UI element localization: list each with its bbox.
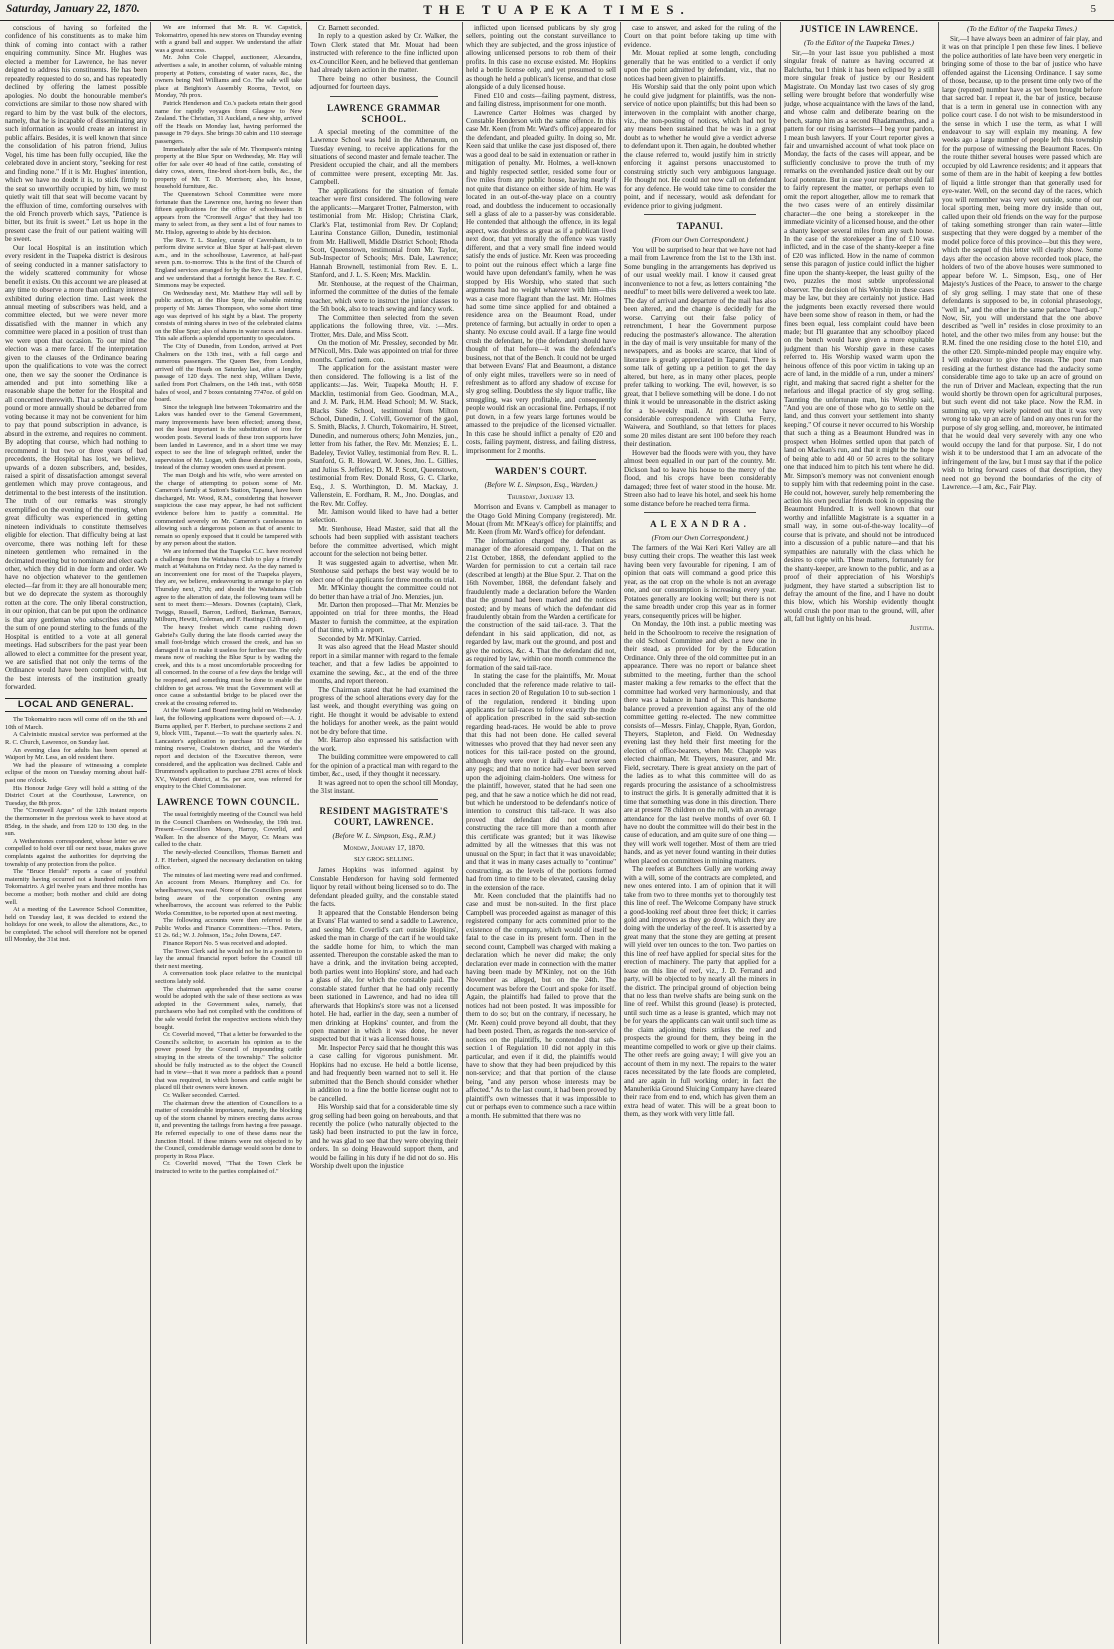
paragraph: His Honour Judge Grey will hold a sitting of the District Court at the Courthouse, Lawrence, on Tuesday, the 8th prox. <box>5 784 147 807</box>
paragraph: The "Bruce Herald" reports a case of youthful maternity having occurred not a hundred miles from Tokomairiro. A girl twelve years and three months has become a mother; both mother and child are doing well. <box>5 868 147 906</box>
paragraph: Sir,—In your last issue you published a most singular freak of nature as having occurred at Balclutha, but I think it has been eclipsed by a still more singular freak of justice by our Resident Magistrate. On Monday last two cases of sly grog selling were brought before that wonderfully wise judge, whose acquaintance with the laws of the land, and whose calm and deliberate bearing on the bench, stamp him as a second Rhadamanthus, and a pattern for our rising barristers—I beg your pardon, I mean bush lawyers. If your Court reporter gives a fair and unvarnished account of what took place on Monday, the facts of the cases will appear, and be sufficiently conclusive to prove the truth of my remarks on the evenhanded justice dealt out by our local potentate. But in case your reporter should fail to fairly represent the matter, or perhaps even to omit the report altogether, allow me to remark that the two cases were of an entirely dissimilar character—the one being a storekeeper in the immediate vicinity of a licensed house, and the other a shanty keeper several miles from any such house. In the case of the storekeeper a fine of £10 was inflicted, and in the case of the shanty-keeper a fine of £20 was inflicted. How in the name of common sense this paragon of justice could inflict the higher fine upon the shanty-keeper, the least guilty of the two, puzzles the most subtle unprofessional observer. The decision of his Worship in these cases may be law, but they are certainly not justice. Had the judgments been exactly reversed there would have been some show of reason in them, or had the fines been equal, less complaint could have been made; but I'll guarantee that any schoolboy placed on the bench would have given a more equitable judgment than his Worship gave in these cases referred to. His Worship waxed warm upon the heinous offence of this poor victim in taking up an acre of land, in the middle of a run, under a miners' right, and making that sacred right a shelter for the nefarious and illegal practice of sly grog selling. Taunting the unfortunate man, his Worship said, "And you are one of those who go to settle on the land, and thus convert your settlement into shanty keeping." Of course it never occurred to his Worship that such a thing as a Beaumont Hundred was in prospect when Holmes settled upon that patch of land on Maclean's run, and that it might be the hope of being able to add 40 or 50 acres to the solitary one that induced him to pitch his tent where he did. Mr. Simpson's memory was not convenient enough to supply him with that redeeming point in the case. He could not, however, surely help remembering the action his own peculiar friends took in opposing the Beaumont Hundred. It is well known that our worthy and infallible Magistrate is a squatter in a small way, in some out-of-the-way locality—of course that is private, and should not be introduced into a discussion of a public nature—and that his sympathies are naturally with the class which he desires to cope with. These matters, fortunately for the shanty-keeper, are known to the public, and as a proof of their appreciation of his Worship's judgment, they have started a subscription list to defray the amount of the fine, and I have no doubt this blow, which his Worship evidently thought would crush the poor man to the ground, will, after all, fall but lightly on his head. <box>784 49 934 624</box>
column-6 <box>784 24 934 1644</box>
letter-1-addressee: (To the Editor of the Tuapeka Times.) <box>804 38 914 47</box>
divider <box>644 214 756 215</box>
paragraph: We are informed that the Tuapeka C.C. have received a challenge from the Waitahuna Club to play a friendly match at Waitahuna on Friday next. As the day named is an inconvenient one for most of the Tuapeka players, they are, we believe, endeavouring to arrange to play on Thursday next, 27th; and should the Waitahuna Club agree to the alteration of date, the following team will be sent to meet them:—Messrs. Downes (captain), Clark, Twiggs, Russell, Barron, Ledford, Barkman, Barraux, Milburn, Hewitt, Coleman, and F. Hastings (12th man). <box>155 547 302 624</box>
paragraph: Mr. Stenhouse, at the request of the Chairman, informed the committee of the duties of the female teacher, which were to instruct the junior classes to the 5th book, also to teach sewing and fancy work. <box>310 279 458 314</box>
wardens-court-report <box>466 503 616 1120</box>
paragraph: Mr. John Cole Chappel, auctioneer, Alexandra, advertises a sale, in another column, of valuable mining property at Potters, consisting of water races, &c., the owners being Neil Williams and Co. The sale will take place at Beighton's Assembly Rooms, Teviot, on Monday, 7th prox. <box>155 54 302 100</box>
paragraph: On Monday, the 10th inst. a public meeting was held in the Schoolroom to receive the resignation of the old School Committee and elect a new one in their stead, as provided for by the Education Ordinance. Only three of the old committee put in an appearance. There was no report or balance sheet submitted to the meeting, further than the school master making a few remarks to the effect that the committee had worked very harmoniously, and that there was a balance in hand of 3s. This handsome balance proved a prevention against any of the old committee getting re-elected. The new committee consists of—Messrs. Finlay, Chapple, Ryan, Gordon, Theyers, Stapleton, and Field. On Wednesday evening last they held their first meeting for the election of office-bearers, when Mr. Chapple was elected chairman, Mr. Theyers, treasurer, and Mr. Field, secretary. There is great anxiety on the part of the ladies as to what this committee will do as regards procuring the assistance of a schoolmistress to instruct the girls. It is generally admitted that it is time that something was done in this direction. There are at present 78 children on the roll, with an average attendance for the last twelve months of over 60. I have no doubt the committee will do their best in the cause of education, and am quite sure of one thing —they will work well together. Most of them are tried hands, and as yet never found wanting in their duties when placed on committees in mining matters. <box>624 620 776 865</box>
paragraph: inflicted upon licensed publicans by sly grog sellers, pointing out the constant surveillance to which they are subjected, and the gross injustice of allowing unlicensed persons to rob them of their profits. In this case no excuse existed. Mr. Hopkins held a bottle license only, and yet presumed to sell as though he held a publican's license, and that close alongside of a duly licensed house. <box>466 24 616 92</box>
paragraph: His Worship said that the only point upon which he could give judgment for plaintiffs, was the non-service of notice upon plaintiffs; but this had been so interwoven in the complaint with another charge, viz., the non-posting of notices, which had not by any means been sustained that he was in a great doubt as to whether he would give a verdict adverse to defendant upon it. Then again, he doubted whether the clause referred to, would justify him in strictly enforcing it against persons unaccustomed to construing strictly such very ambiguous language. He thought not. He could not now call on defendant for any defence. He would take time to consider the point, and if necessary, would ask defendant for evidence prior to giving judgment. <box>624 83 776 210</box>
paragraph: There being no other business, the Council adjourned for fourteen days. <box>310 74 458 92</box>
paragraph: At the Waste Land Board meeting held on Wednesday last, the following applications were disposed of:—A. J. Burns applied, per F. Herbert, to purchase sections 2 and 9, block VIII., Tapanui.—To wait the quarterly sales. N. Lancaster's application to purchase 10 acres of the mining reserve, Coalstown district, and the Warden's report and decision of the Executive thereon, were considered, and the application was declined. Cable and Drummond's application to purchase 2781 acres of block XV., Waipori district, at 5s. per acre, was referred for enquiry to the Chief Commissioner. <box>155 707 302 791</box>
paragraph: Sir,—I have always been an admirer of fair play, and it was on that principle I pen these few lines. I believe the police authorities of late have been very energetic in bringing some of those to the bar of justice who have offended against the Licensing Ordinance. I say some of those, because, up to the present time only two of the large (reputed) number have as yet been brought before that sacred bar. I repeat it, the bar of justice, because that is a term in general use in connection with any police court case. I do not wish to be misunderstood in the sense in which I use the term, as what I will endeavour to say will explain my meaning. A few weeks ago a large number of people left this township for the purpose of witnessing the Beaumont Races. On the route thither several houses were passed which are occupied by old Lawrence residents; and it appears that some of them are in the habit of keeping a few bottles of liquid a little stronger than that generally used for eye-water. Well, on the second day of the races, which you will remember was very wet outside, some of our local sporting men, being more dry inside than out, called upon their old friends on the way for the purpose of taking something stronger than rain water—little suspecting that they were dogged by a member of the model police force of this province—but this they were, which the sequel of this letter will clearly show. Some days after the occasion above recorded took place, the holders of two of the above houses were summoned to appear before W. L. Simpson, Esq., one of Her Majesty's Justices of the Peace, to answer to the charge of sly grog selling. I may state that one of these defendants is supposed to be, in colonial phraseology, "well in," and the other in the same parlance "hard-up." Now, Sir, you will understand that the one above described as "well in" resides in close proximity to an hotel, and the other two miles from any house: but the R.M. fined the one residing close to the hotel £10, and the other £20. Simple-minded people may enquire why. I will endeavour to give the reason. The poor man residing at the furthest distance had the audacity some considerable time ago to take up an acre of ground on the run of Driver and Maclean, expecting that the run would shortly be thrown open for agricultural purposes, but such event did not take place. Now the R.M. in summing up, very wisely pointed out that it was very wrong to take up an acre of land on any ones run for the purpose of sly grog selling, and, moreover, he intimated that he would deal very severely with any one who would occupy the land for that purpose. Sir, I do not wish it to be understood that I am an advocate of the infringement of the law, but I must say that if the police wish to bring forward cases of that description, they need not go beyond the boundaries of the city of Lawrence.—I am, &c., Fair Play. <box>942 35 1102 492</box>
paragraph: The Committee then selected from the seven applications the following three, viz. :—Mrs. Trotter, Mrs. Dale, and Miss Scott. <box>310 313 458 339</box>
wardens-court-heading: WARDEN'S COURT. <box>494 466 588 477</box>
paragraph: James Hopkins was informed against by Constable Henderson for having sold fermented liquor by retail without being licensed so to do. The defendant pleaded guilty, and the constable stated the facts. <box>310 866 458 909</box>
paragraph: Cr. Coverlid moved, "That the Town Clerk be instructed to write to the parties complained of." <box>155 1160 302 1175</box>
paragraph: Cr. Walker seconded. Carried. <box>163 1091 240 1099</box>
paragraph: The heavy freshet which came rushing down Gabriel's Gully during the late floods carried away the small foot-bridge which crossed the creek, and has so damaged it as to make it useless for further use. The only means now of reaching the Blue Spur is by wading the creek, and this is a most uncomfortable proceeding for all concerned. In the course of a few days the bridge will be reopened, and something must be done to enable the children to get across. We trust the Government will at once cause a substantial bridge to be placed over the creek at the crossing referred to. <box>155 623 302 707</box>
paragraph: Lawrence Carter Holmes was charged by Constable Henderson with the same offence. In this case Mr. Keen (from Mr. Ward's office) appeared for the defendant, and pleaded guilty. In doing so, Mr. Keen said that unlike the case just disposed of, there was a good deal to be said in extenuation or rather in mitigation of penalty. Mr. Holmes, a well-known and highly respected settler, resided some four or five miles from any public house, having nearly if not quite that distance on either side of him. He was located in an out-of-the-way place on a country road, and doubtless the inducement to occasionally sell a glass of ale to a passer-by was considerable. He contended that although the offence, in its legal aspect, was doubtless as great as if a publican lived next door, that yet morally the offence was vastly different, and that a very small fine indeed would satisfy the ends of justice. Mr. Keen was proceeding to point out the ruinous effect which a large fine would have upon defendant's family, when he was stopped by His Worship, who stated that such arguments had no weight whatever with him—this was a case more flagrant than the last. Mr. Holmes had some time since applied for and obtained a residence area on the Beaumont Road, under pretence of farming, but actually in order to open a shanty. No excuse could avail. If a large fine would crush the defendant, he (the defendant) should have thought of that before—it was the defendant's business, not that of the Bench. It could not be urged that between Evans' Flat and Beaumont, a distance of only eight miles, travellers were so in need of refreshment as to afford any shadow of excuse for sly grog selling. Doubtless the sly liquor traffic, like smuggling, was very profitable, and consequently people would risk an occasional fine. Perhaps, if not put down, in a few years large fortunes would be amassed to the prejudice of the licensed victualler. In this case he should inflict a penalty of £20 and costs, failing payment, distress, and failing distress, imprisonment for 2 months. <box>466 108 616 455</box>
paragraph: The Town Clerk said he would not be in a position to lay the annual financial report before the Council till their next meeting. <box>155 947 302 970</box>
masthead <box>0 0 1114 21</box>
paragraph: It appeared that the Constable Henderson being at Evans' Flat wanted to send a saddle to Lawrence, and seeing Mr. Coverlid's cart outside Hopkins', asked the man in charge of the cart if he would take the saddle home for him, to which the man assented. Thereupon the constable asked the man to have a drink, and the invitation being accepted, both parties went into Hopkins' store, and had each a glass of ale, for which the constable paid. The constable stated further that he had only recently been stationed in Lawrence, and had no idea till afterwards that Hopkins's store was not a licensed hotel. He had, earlier in the day, seen a number of men drinking at Hopkins' counter, and from the open manner in which it was done, he never suspected but that it was a licensed house. <box>310 908 458 1044</box>
paragraph: The minutes of last meeting were read and confirmed. An account from Messrs. Humphrey and Co. for wheelbarrows, was read. None of the Councillors present being aware of the corporation owning any wheelbarrows, the account was referred to the Public Works Committee, to be reported upon at next meeting. <box>155 871 302 917</box>
paragraph: It was agreed not to open the school till Monday, the 31st instant. <box>310 778 458 795</box>
paragraph: The Chairman stated that he had examined the progress of the school alterations every day for the last week, and thought everything was going on right. He thought it would be advisable to extend the holidays for another week, as the paint would not be dry before that time. <box>310 685 458 736</box>
paragraph: Mr. Mouat replied at some length, concluding generally that he was entitled to a verdict if only upon the point admitted by defendant, viz., that no notices had been given to plaintiffs. <box>624 49 776 83</box>
paragraph: Cr. Coverlid moved, "That a letter be forwarded to the Council's solicitor, to ascertain his opinion as to the power posed by the Council of impounding cattle straying in the streets of the township." The solicitor should be fully instructed as to the object the Council had in view—that it was more a paddock than a pound that was required, in which horses and cattle might be placed till their owners were known. <box>155 1031 302 1092</box>
paragraph: Cr. Barnett seconded. <box>318 24 380 32</box>
issue-date: Saturday, January 22, 1870. <box>6 3 140 15</box>
column-rule <box>938 22 939 1644</box>
paragraph: Mr. Keen concluded that the plaintiffs had no case and must be non-suited. In the first place Campbell was proceeded against as manager of this registered company for acts committed prior to the existence of the company, which would of itself be fatal to the case in its present form. Then in the second count, Campbell was charged with making a declaration which he never did make; the only declaration ever made in connection with the matter having been made by M'Kinley, not on the 16th November as alleged, but on the 24th. The document was before the Court and spoke for itself. Again, the plaintiffs had failed to prove that the notices had not been posted. It was impossible for them to do so; but on the contrary, if necessary, he (Mr. Keen) could prove beyond all doubt, that they had been posted. Then, as regards the non-service of notices on the plaintiffs, he contended that sub-section 1 of Regulation 10 did not apply in this particular, and even if it did, the plaintiffs would have to show that they had been prejudiced by this non-service; and that that portion of the clause being, "and any person whose interests may be affected." As to the last count, it had been proved by plaintiff's own witnesses that it was impossible to cut or perhaps even to commence such a race within a month. He submitted that there was no <box>466 891 616 1120</box>
paragraph: Our local Hospital is an institution which every resident in the Tuapeka district is desirous of seeing conducted in a manner satisfactory to the widely scattered community for whose benefit it exists. On this account we are pleased at any time to observe a more than ordinary interest exhibited during election time. Last week the annual meeting of subscribers was held, and a committee elected, but we were never more dissatisfied with the manner in which any committee were placed in a position of trust than we were upon that occasion. To our mind the election was a mere farce. If the interpretation given to the clauses of the Ordinance bearing upon the qualifications to vote was the correct one, then we say the sooner the Ordinance is amended and put into something like a reasonable shape the better for the Hospital and all concerned therewith. That a subscriber of one pound or more annually should be debarred from voting because it may not be convenient for him to pay that pound subscription in advance, is absurd in the extreme, and requires no comment. By adopting that course, which had nothing to recommend it but two or three years of bad precedents, the Hospital has lost, we believe, upwards of a dozen subscribers, and, besides, raised a spirit of dissatisfaction amongst several gentlemen which may prove contageous, and detrimental to the best interests of the institution. The truth of our remarks was strongly exemplified on the evening of the meeting, when great difficulty was experienced in getting nineteen individuals to constitute themselves eligible for election. That difficulty being at last overcome, there was nothing left for these nineteen gentlemen who remained in the decimated meeting but to nominate and elect each other, which they did in due form and order. We have no objection whatever to the gentlemen elected—far from it: they are all honourable men; but we do deprecate the system as thoroughly rotten at the core. The only liberal construction, in our opinion, that can be put upon the ordinance is that any gentleman who subscribes annually the sum of one pound sterling to the funds of the Hospital is entitled to a vote at all general meetings. Had subscribers for the past year been allowed to elect a committee for the present year, we are satisfied that not only the terms of the Ordinance would have been complied with, but the best interests of the institution greatly forwarded. <box>5 243 147 692</box>
paragraph: The Rev. T. L. Stanley, curate of Caversham, is to perform divine service at Blue Spur at half-past eleven a.m., and in the schoolhouse, Lawrence, at half-past seven p.m. to-morrow. This is the first of the Church of England services arranged for by the Rev. E. L. Stanford, and we understand that a fortnight hence the Rev. F. C. Simmons may be expected. <box>155 236 302 290</box>
divider <box>330 96 438 97</box>
paragraph: You will be surprised to hear that we have not had a mail from Lawrence from the 1st to the 13th inst. Some bungling in the arrangements has deprived us of our usual weekly mail. I know it caused great inconvenience to not a few, as letters containing "the needful" to meet bills were delivered a week too late. The day of arrival and departure of the mail has also been altered, and the change is decidedly for the worse. Carrying out their false policy of retrenchment, I hear the Government purpose reducing the postmaster's allowance. The alteration in the day of mail is very unsuitable for many of the newspapers, and as books are scarce, that kind of literature is greatly appreciated in Tapanui. There is some talk of getting up a petition to get the day altered, but here, as in many other places, people prefer talking to working. The evil, however, is so great, that I believe something will be done. I do not think it would be unreasonable in the district asking for a bi-weekly mail. At present we have considerable correspondence with Clutha Ferry, Waiwera, and Southland, so that letters for places some 20 miles distant are sent 100 before they reach their destination. <box>624 245 776 449</box>
paragraph: A special meeting of the committee of the Lawrence School was held in the Athenæum, on Tuesday evening, to receive applications for the situations of second master and female teacher. The President occupied the chair, and all the members of committee were present, excepting Mr. Jas. Campbell. <box>310 127 458 187</box>
column-1 <box>5 24 147 1644</box>
paragraph: conscious of having so forfeited the confidence of his constituents as to make him think of coming into contact with a rather enquiring community. Since Mr. Hughes was elected a member for Lawrence, he has never deigned to address his constituents. He has been repeatedly requested to do so, and has repeatedly declined by offering the lamest possible apologies. No doubt the honourable member's convictions are similar to those now shared with regard to him by the vast bulk of the electors, namely, that he is incapable of disseminating any such information as would create an interest in public affairs. Besides, it is well known that since the consolidation of his patron friend, Julius Vogel, his time has been fully occupied, like the celebrated dove in ancient story, "seeking for rest and finding none." If it is Mr. Hughes' intention, which we have no doubt it is, to stick firmly to the seat so unworthily occupied by him, we must quietly wait till that seat will become vacant by the effluxion of time, comforting ourselves with the old French proverb which says, "Patience is bitter, but its fruit is sweet." Let us hope in the present case the fruit of our patient waiting will be sweet. <box>5 24 147 244</box>
town-council-report <box>155 811 302 1176</box>
paragraph: Mr. Darton then proposed—That Mr. Menzies be appointed on trial for three months, the Head Master to furnish the committee, at the expiration of that time, with a report. <box>310 601 458 635</box>
column-rule <box>306 22 307 1644</box>
paragraph: An evening class for adults has been opened at Waipori by Mr. Less, an old resident there. <box>5 746 147 762</box>
news-items <box>155 24 302 791</box>
wardens-court-magistrate: (Before W. L. Simpson, Esq., Warden.) <box>484 480 598 490</box>
paragraph: In stating the case for the plaintiffs, Mr. Mouat concluded that the reference made relative to tail-races in section 20 of Regulation 10 to sub-section 1 of the regulation, rendered it binding upon applicants for tail-races to follow exactly the mode of application prescribed in the said sub-section regarding head-races. He would be able to prove that this had not been done. He called several witnesses who proved that they had never seen any notices for this tail-race posted on the ground, although they were over it daily—had never seen any pegs; and that no notice had ever been served upon the adjoining claim-holders. One witness for the plaintiff, however, stated that he had seen one peg, and that he saw a notice which he did not read, but which he understood to be defendant's notice of intention to construct this tail-race. It was also proved that defendant did not commence constructing the race till more than a month after this certificate was granted; but it was likewise admitted by all the witnesses that this was not unusual on the Spur; in fact that it was unavoidable; and that it was in many cases actually to "continue" constructing, as the levels of the portions formed had from time to time to be elevated, causing delay in the extension of the race. <box>466 672 616 892</box>
paragraph: In reply to a question asked by Cr. Walker, the Town Clerk stated that Mr. Mouat had been instructed with reference to the fine inflicted upon ex-Councillor Keen, and he believed that gentleman had already taken action in the matter. <box>310 32 458 75</box>
grammar-school-heading: LAWRENCE GRAMMAR SCHOOL. <box>327 102 441 124</box>
paragraph: Seconded by Mr. M'Kinlay. Carried. <box>318 634 422 643</box>
column-3 <box>310 24 458 1644</box>
paragraph: A Wetherstones correspondent, whose letter we are compelled to hold over till our next issue, makes grave complaints against the authorities for depriving the township of any protection from the police. <box>5 837 147 868</box>
column-rule <box>462 22 463 1644</box>
paragraph: However bad the floods were with you, they have almost been equalled in our part of the country. Mr. Dickson had to leave his house to the mercy of the flood, and his crops have been considerably damaged; three feet of water stood in the house. Mr. Streen also had to leave his hotel, and seek his home some distance before he reached terra firma. <box>624 448 776 508</box>
paragraph: His Worship said that for a considerable time sly grog selling had been going on hereabouts, and that recently the police (who naturally objected to the task) had been instructed to put the law in force, and he was glad to see that they were obeying their orders. In so doing Heawould support them, and would be failing in his duty if he did not do so. His Worship dwelt upon the injustice <box>310 1103 458 1171</box>
divider <box>330 799 438 800</box>
column-rule <box>780 22 781 1644</box>
local-general-items <box>5 716 147 944</box>
alexandra-heading: ALEXANDRA. <box>650 519 750 530</box>
justice-heading: JUSTICE IN LAWRENCE. <box>799 24 919 34</box>
rm-court-magistrate: (Before W. L. Simpson, Esq., R.M.) <box>332 831 436 841</box>
page-number: 5 <box>1090 3 1096 15</box>
tapanui-heading: TAPANUI. <box>676 220 724 231</box>
paragraph: Finance Report No. 5 was received and adopted. <box>163 940 288 948</box>
paragraph: Since the telegraph line between Tokomairiro and the Lakes was handed over to the General Government, many improvements have been effected; among these, not the least important is the substitution of iron for wooden posts. Several loads of these iron supports have been landed in Lawrence, and in a short time we may expect to see the line of telegraph refitted, under the supervision of Mr. Logan, with these durable iron posts, instead of the clumsy wooden ones used at present. <box>155 403 302 472</box>
paragraph: The Tokomairiro races will come off on the 9th and 10th of March. <box>5 716 147 731</box>
grammar-school-report <box>310 128 458 796</box>
paragraph: The City of Dunedin, from London, arrived at Port Chalmers on the 13th inst., with a full cargo and numerous passengers. The Queen Bee, from London, arrived off the Heads on Saturday last, after a lengthy passage of 120 days. The next ship, William Davie, sailed from Port Chalmers, on the 14th inst., with 6058 bales of wool, and 7 boxes containing 7747oz. of gold on board. <box>155 342 302 404</box>
paragraph: Morrison and Evans v. Campbell as manager to the Otago Gold Mining Company (registered). Mr. Mouat (from Mr. M'Keay's office) for plaintiffs; and Mr. Keen (from Mr. Ward's office) for defendant. <box>466 503 616 537</box>
paragraph: At a meeting of the Lawrence School Committee, held on Tuesday last, it was decided to extend the holidays for one week, to allow the alterations, &c., to be completed. The school will therefore not be opened till Monday, the 31st inst. <box>5 906 147 944</box>
rm-court-date: Monday, January 17, 1870. <box>343 843 425 853</box>
newspaper-title: THE TUAPEKA TIMES. <box>423 2 691 17</box>
wardens-court-continued <box>624 24 776 210</box>
paragraph: Mr. Stenhouse, Head Master, said that all the schools had been supplied with assistant teachers before the committee advertised, which might account for the selection not being better. <box>310 524 458 559</box>
alexandra-byline: (From our Own Correspondent.) <box>651 533 749 543</box>
rm-court-topic: SLY GROG SELLING. <box>354 856 414 864</box>
wardens-court-date: Thursday, January 13. <box>507 492 575 502</box>
column-4 <box>466 24 616 1644</box>
letter-1-signature: Justitia. <box>910 623 934 632</box>
paragraph: The application for the assistant master were then considered. The following is a list of the applicants:—Jas. Weir, Tuapeka Mouth; H. F. Macklin, testimonial from Geo. Goodman, M.A., and J. M. Park, H.M. Head School; M. W. Stack, Blacks Side School, testimonial from Milton School, Dunedin, J. Colvill, Governor of the gaol, S. Smith, Blacks, J. Church, Tokomairiro, H. Street, Dunedin, and numerous others; John Menzies, jun., letter from his father, the Rev. Mr. Menzies; E. L. Badeley, Teviot Valley, testimonial from Rev. R. L. Stanford, G. R. Howard, W. Jones, Jno. L. Gillies, and Julius S. Jefferies; D. M. P. Scott, Queenstown, testimonial from Rev. Donald Ross, G. C. Clarke, Esq., J. S. Worthington, D. M. Mackay, J. Vallenstein, E. Fordham, R. M., Jno. Douglas, and the Rev. Mr. Coffey. <box>310 364 458 508</box>
paragraph: The usual fortnightly meeting of the Council was held in the Council Chambers on Wednesday, the 19th inst. Present—Councillors Mears, Harrop, Coverlid, and Walker. In the absence of the Mayor, Cr. Mears was called to the chair. <box>155 810 302 849</box>
divider <box>486 459 596 460</box>
town-council-heading: LAWRENCE TOWN COUNCIL. <box>157 796 300 807</box>
paragraph: The reefers at Butchers Gully are working away with a will, some of the contracts are completed, and new ones entered into. I am of opinion that it will take from two to three months yet to thoroughly test this line of reef. The Welcome Company have struck a good-looking reef about three feet thick; it carries gold and improves as they go down, which they are doing with the underlay of the reef. It is asserted by a great many that the stone they are getting at present will yield over ten ounces to the ton. Two parties on this line of reef have applied for special sites for the erection of machinery. The party that applied for a lease on this line of reef, viz., J. D. Ferrand and party, will be objected to by nearly all the miners in the district. The principal ground of objection being that no less than twelve shafts are being sunk on the line of reef. Whilst this ground (lease) is protected, until such time as a lease is granted, which may not be for years the applicants can wait until such time as the claim adjoining theirs strikes the reef and prospects the ground for them, they being in the meantime compelled to work or give up their claims. The other reefs are going away; I will give you an account of them in my next. The repairs to the water races necessitated by the late floods are completed, and are again in full working order; in fact the Manuherikia Ground Sluicing Company have cleared their race from end to end, which has given them an extra head of water. This will be a great boon to them, as they work with very little fall. <box>624 865 776 1119</box>
council-report-continued <box>310 24 458 92</box>
paragraph: A conversation took place relative to the municipal sections lately sold. <box>155 970 302 986</box>
tapanui-report <box>624 246 776 508</box>
paragraph: The "Cromwell Argus" of the 12th instant reports the thermometer in the previous week to have stood at 85deg. in the shade, and from 120 to 130 deg. in the sun. <box>5 807 147 838</box>
alexandra-report <box>624 544 776 1119</box>
paragraph: We are informed that Mr. R. W. Capstick, Tokomairiro, opened his new stores on Thursday evening with a grand ball and supper. We understand the affair was a great success. <box>155 24 302 54</box>
paragraph: The building committee were empowered to call for the opinion of a practical man with regard to the timber, &c., used, if they thought it necessary. <box>310 753 458 779</box>
paragraph: Mr. Harrop also expressed his satisfaction with the work. <box>310 736 458 753</box>
paragraph: On the motion of Mr. Pressley, seconded by Mr. M'Nicoll, Mrs. Dale was appointed on trial for three months. Carried nem. con. <box>310 338 458 364</box>
paragraph: Immediately after the sale of Mr. Thompson's mining property at the Blue Spur on Wednesday, Mr. Hay will offer for sale over 40 head of fine cattle, consisting of dairy cows, steers, fine-bred short-horn bulls, &c., the property of Mr. T. D. Morrison; also, his house, household furniture, &c. <box>155 145 302 191</box>
paragraph: On Wednesday next, Mr. Matthew Hay will sell by public auction, at the Blue Spur, the valuable mining property of Mr. James Thompson, who some short time ago was deprived of his sight by a blast. The property consists of mining shares in two of the celebrated claims on the Blue Spur; also of shares in water races and dams. This sale affords a splendid opportunity to speculators. <box>155 289 302 343</box>
rm-court-report <box>310 866 458 1170</box>
rm-court-heading: RESIDENT MAGISTRATE'S COURT, LAWRENCE. <box>319 806 449 828</box>
paragraph: A Calvinistic musical service was performed at the R. C. Church, Lawrence, on Sunday last. <box>5 731 147 747</box>
paragraph: The chairman apprehended that the same course would be adopted with the sale of these sections as was adopted in the Government sales, namely, that purchasers who had not complied with the conditions of the sale would forfeit the respective sections which they bought. <box>155 985 302 1031</box>
letter-2-addressee: (To the Editor of the Tuapeka Times.) <box>967 24 1077 33</box>
editorial-text <box>5 24 147 692</box>
paragraph: The following accounts were then referred to the Public Works and Finance Committees:—Thos. Peters, £1 2s. 6d.; W. J. Johnson, 15s.; John Downs, £47. <box>155 917 302 940</box>
paragraph: Mr. Inspector Percy said that he thought this was a case calling for vigorous punishment. Mr. Hopkins had no excuse. He held a bottle license, and had frequently been warned not to sell it. He submitted that the Bench should consider whether in addition to a fine the bottle license ought not to be cancelled. <box>310 1043 458 1103</box>
column-rule <box>620 22 621 1644</box>
column-rule <box>150 22 151 1644</box>
paragraph: The information charged the defendant as manager of the aforesaid company, 1. That on the 21st October, 1868, the defendant applied to the Warden for permission to cut a certain tail race (described at length) at the Blue Spur. 2. That on the 16th November, 1868, the defendant falsely and fraudulently made a declaration before the Warden that the ground had been marked and the notices posted; and by means of which the defendant did fraudulently obtain from the Warden a certificate for the construction of the said tail-race. 3. That the defendant in his said application, did not, as regarded by law, mark out the ground, and post and give the notices, &c. 4. That the defendant did not, as required by law, within one month commence the formation of the said tail-race. <box>466 536 616 672</box>
paragraph: The applications for the situation of female teacher were first considered. The following were the applicants:—Margaret Trotter, Palmerston, with testimonial from Mr. Hislop; Christina Clark, Clark's Flat, testimonial from Rev. Dr Copland; Laurina Constance Gillon, Dunedin, testimonial from Mr. Halliwell, Middle District School; Rhoda Scott, Queenstown, testimonial from Mr. Taylor, Sub-Inspector of Schools; Mrs. Dale, Lawrence; Hannah Brownell, testimonial from Rev. E. L. Stanford, and J. L. S. Keen; Mrs. Macklin. <box>310 186 458 280</box>
paragraph: Mr. Jamison would liked to have had a better selection. <box>310 508 458 525</box>
paragraph: The farmers of the Wai Keri Keri Valley are all busy cutting their crops. The weather this last week having been very favourable for ripening. I am of opinion that oats will command a good price this year, as the oat crop on the whole is not an average one, and our consumption is increasing every year. Potatoes generally are looking well; but there is not the same breadth under crop this year as in former years, consequently prices will be higher. <box>624 544 776 620</box>
paragraph: The Queenstown School Committee were more fortunate than the Lawrence one, having no fewer than fifteen applications for the office of schoolmaster. It appears from the "Cromwell Argus" that they had too many to select from, as they sent a list of four names to Mr. Hislop, agreeing to abide by his decision. <box>155 191 302 237</box>
rm-court-report-continued <box>466 24 616 455</box>
divider <box>644 512 756 513</box>
paragraph: It was suggested again to advertise, when Mr. Stenhouse said perhaps the best way would be to elect one of the applicants for three months on trial. <box>310 558 458 584</box>
column-5 <box>624 24 776 1644</box>
paragraph: The man Doigh and his wife, who were arrested on the charge of attempting to poison some of Mr. Cameron's family at Sutton's Station, Tapanui, have been discharged, Mr. Wood, R.M., considering that however suspicious the case may appear, he had not sufficient evidence before him to justify a committal. He commented severely on Mr. Cameron's carelessness in allowing such a dangerous poison as that of arsenic to remain so openly exposed that it could be tampered with by any person about the station. <box>155 472 302 548</box>
paragraph: Fined £10 and costs—failing payment, distress, and failing distress, imprisonment for one month. <box>466 91 616 109</box>
paragraph: Mr. M'Kinlay thought the committee could not do better than have a trial of Jno. Menzies, jun. <box>310 584 458 601</box>
letter-justitia <box>784 49 934 624</box>
paragraph: We had the pleasure of witnessing a complete eclipse of the moon on Tuesday morning about half-past one o'clock. <box>5 761 147 784</box>
column-2 <box>155 24 302 1644</box>
local-general-heading: LOCAL AND GENERAL. <box>5 698 147 712</box>
paragraph: The newly-elected Councillors, Thomas Barnett and J. F. Herbert, signed the necessary declaration on taking office. <box>155 848 302 872</box>
paragraph: case to answer, and asked for the ruling of the Court on that point before taking up time with evidence. <box>624 24 776 49</box>
paragraph: Patrick Henderson and Co.'s packets retain their good name for rapidly voyages from Glasgow to New Zealand. The Christian, 31 Auckland, a new ship, arrived off the Heads on Monday last, having performed the passage in 79 days. She brings 30 cabin and 110 steerage passengers. <box>155 99 302 145</box>
column-7 <box>942 24 1102 1644</box>
paragraph: It was also agreed that the Head Master should report in a similar manner with regard to the female teacher, and that a few ladies be appointed to examine the sewing, &c., at the end of the three months, and report thereon. <box>310 643 458 686</box>
letter-fair-play <box>942 35 1102 491</box>
tapanui-byline: (From our Own Correspondent.) <box>651 234 749 244</box>
paragraph: The chairman drew the attention of Councillors to a matter of considerable importance, namely, the blocking up of the storm channel by miners erecting dams across it, and preventing the tailings from having a free passage. He referred especially to one of these dams near the Junction Hotel. If these miners were not objected to by the Council, considerable damage would soon be done to property in Ross Place. <box>155 1099 302 1160</box>
